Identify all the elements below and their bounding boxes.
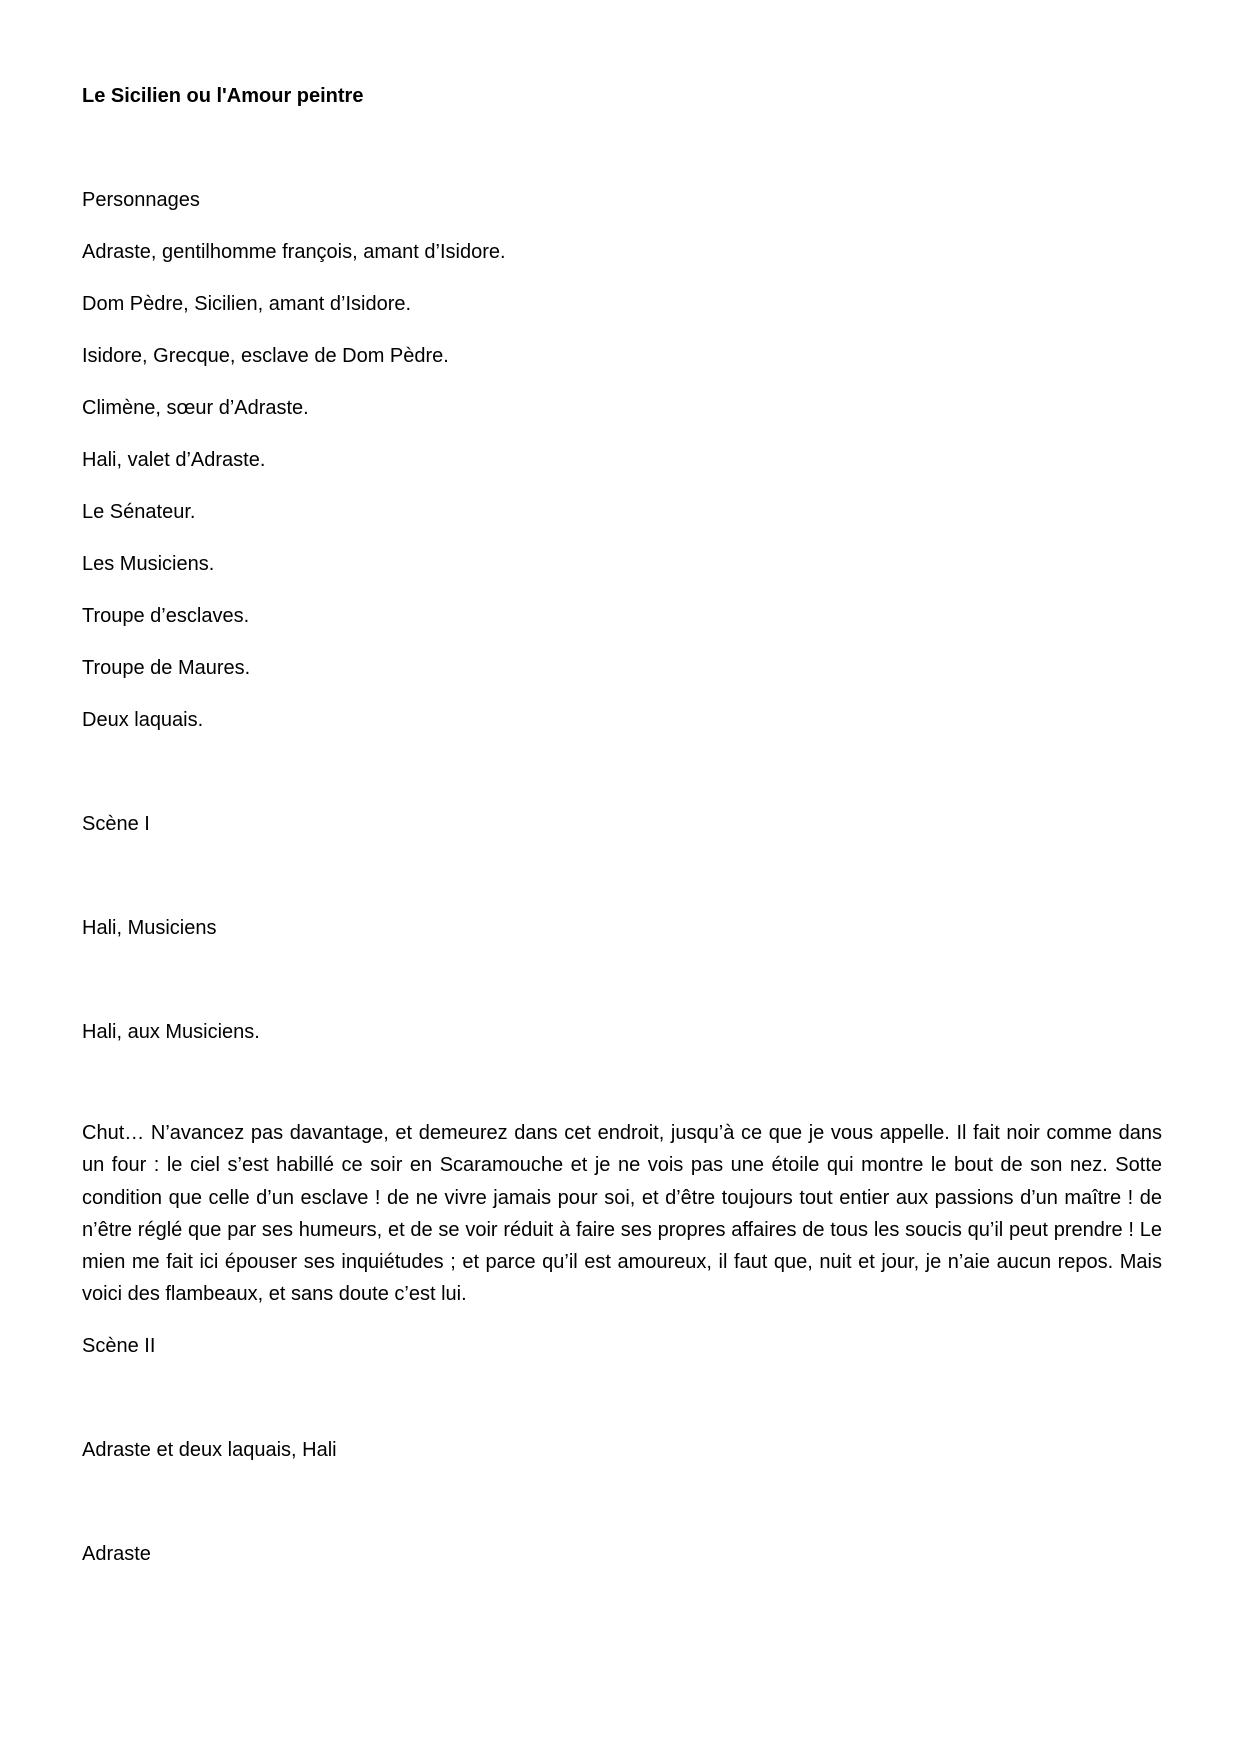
scene-2-speaker: Adraste <box>82 1543 151 1565</box>
character-line: Adraste, gentilhomme françois, amant d’Isidore. <box>82 241 506 263</box>
character-line: Troupe d’esclaves. <box>82 605 250 627</box>
scene-1-speaker: Hali, aux Musiciens. <box>82 1021 260 1043</box>
personnages-heading: Personnages <box>82 189 200 211</box>
character-line: Isidore, Grecque, esclave de Dom Pèdre. <box>82 345 449 367</box>
character-line: Le Sénateur. <box>82 501 196 523</box>
scene-1-speech: Chut… N’avancez pas davantage, et demeurez dans cet endroit, jusqu’à ce que je vous appelle. Il fait noir comme dans un four : le ciel s’est habillé ce soir en Scaramouche et je ne vois pas une étoile qui montre le bout de son nez. Sotte condition que celle d’un esclave ! de ne vivre jamais pour soi, et d’être toujours tout entier aux passions d’un maître ! de n’être réglé que par ses humeurs, et de se voir réduit à faire ses propres affaires de tous les soucis qu’il peut prendre ! Le mien me fait ici épouser ses inquiétudes ; et parce qu’il est amoureux, il faut que, nuit et jour, je n’aie aucun repos. Mais voici des flambeaux, et sans doute c’est lui. <box>82 1122 1162 1306</box>
character-line: Deux laquais. <box>82 709 204 731</box>
character-line: Les Musiciens. <box>82 553 215 575</box>
document-title: Le Sicilien ou l'Amour peintre <box>82 85 364 107</box>
character-line: Climène, sœur d’Adraste. <box>82 397 309 419</box>
character-line: Hali, valet d’Adraste. <box>82 449 266 471</box>
character-line: Dom Pèdre, Sicilien, amant d’Isidore. <box>82 293 412 315</box>
character-line: Troupe de Maures. <box>82 657 251 679</box>
scene-1-cast: Hali, Musiciens <box>82 917 217 939</box>
scene-2-heading: Scène II <box>82 1335 156 1357</box>
scene-2-cast: Adraste et deux laquais, Hali <box>82 1439 337 1461</box>
scene-1-heading: Scène I <box>82 813 150 835</box>
